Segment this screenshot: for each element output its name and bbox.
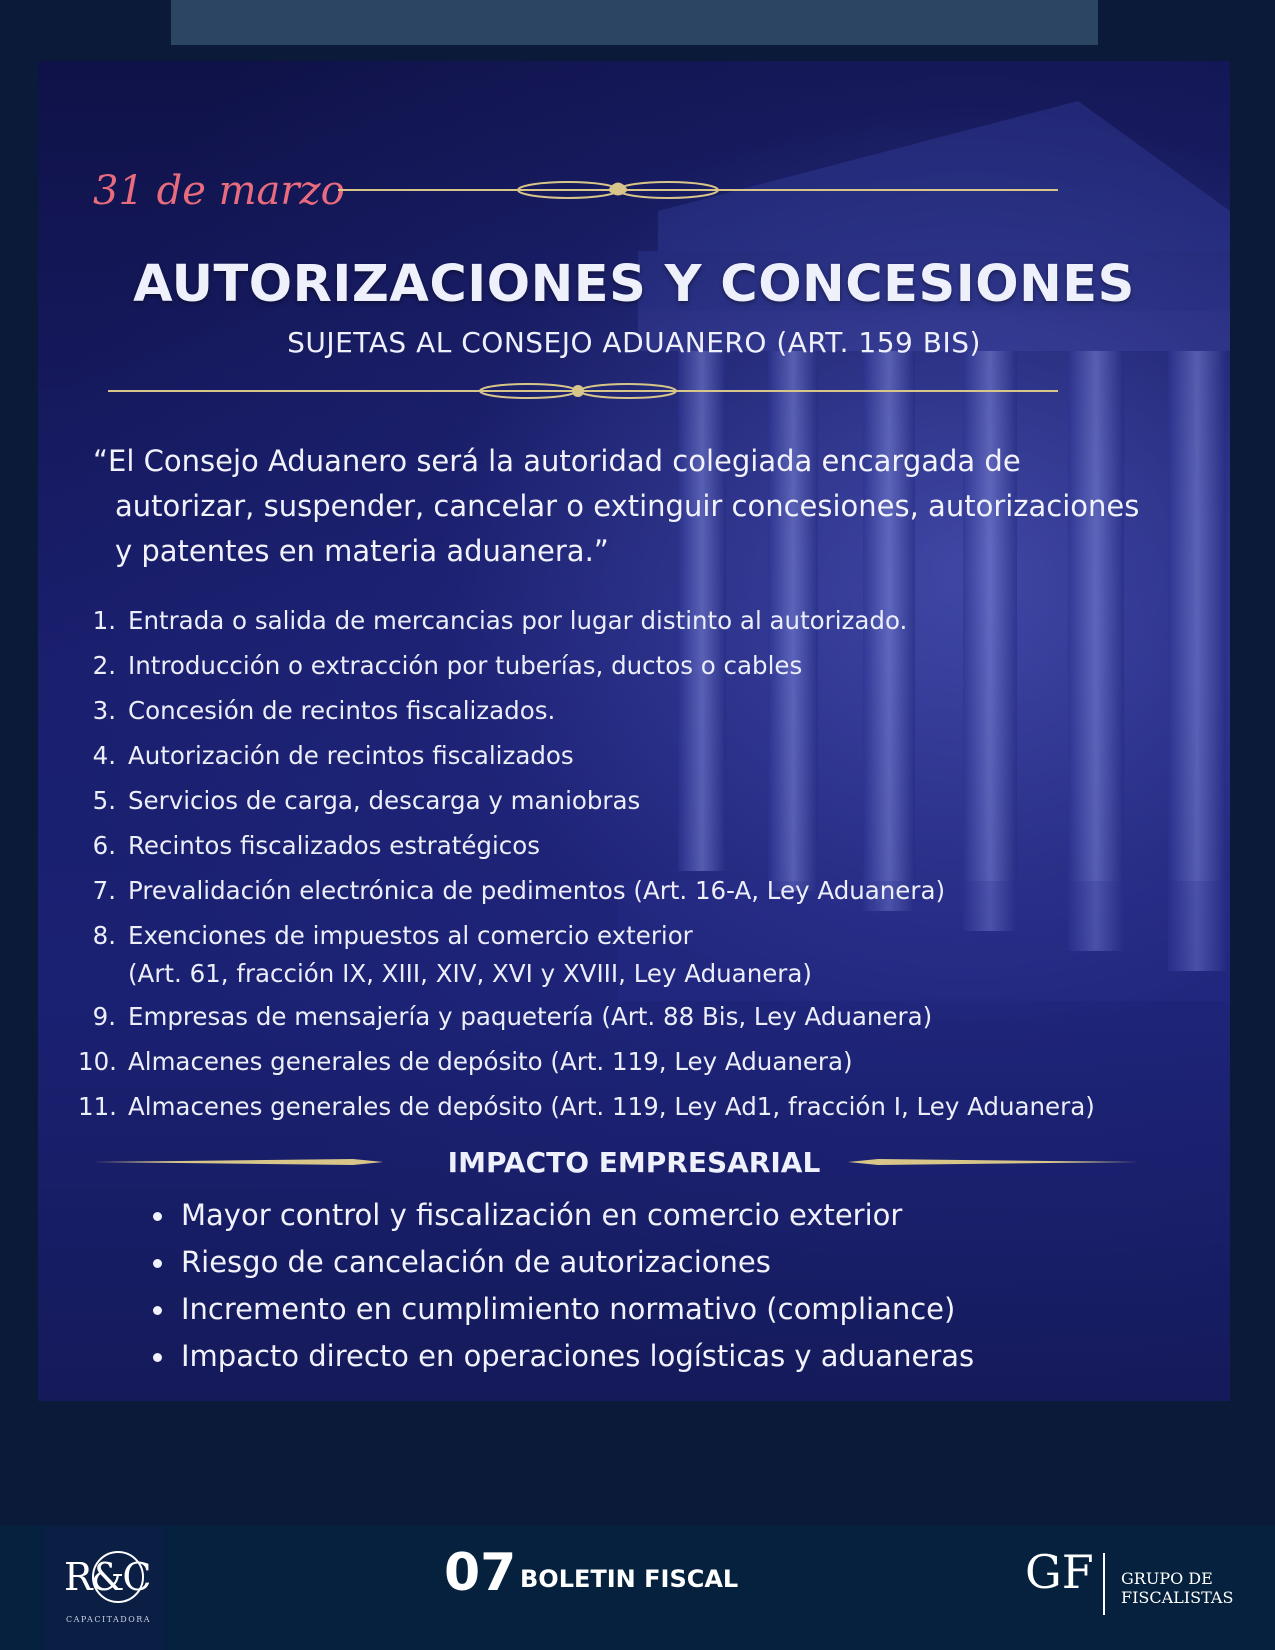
list-item: 5. Servicios de carga, descarga y maniobras [92,786,641,815]
list-item: Incremento en cumplimiento normativo (compliance) [153,1286,974,1333]
poster [38,61,1230,1401]
list-item: 2. Introducción o extracción por tuberías, ductos o cables [92,651,803,680]
authorizations-list [78,598,1218,1129]
rc-logo [44,1525,164,1650]
footer [0,1525,1275,1650]
rc-logo-icon: R&C [64,1555,150,1599]
list-item: 8. Exenciones de impuestos al comercio exterior (Art. 61, fracción IX, XIII, XIV, XVI y XVIII, Ley Aduanera) [78,913,1218,994]
impact-list [153,1192,974,1380]
impact-title: IMPACTO EMPRESARIAL [447,1146,821,1179]
page-title: AUTORIZACIONES Y CONCESIONES [133,255,1135,314]
quote: “El Consejo Aduanero será la autoridad colegiada encargada de autorizar, suspender, cancelar o extinguir concesiones, autorizaciones y patentes en materia aduanera.” [93,444,1140,568]
bulletin-label: BOLETIN FISCAL [520,1565,739,1593]
impact-divider-right-icon [848,1155,1138,1169]
ornament-divider-icon [338,173,1058,203]
date: 31 de marzo [93,168,345,214]
list-item: 11. Almacenes generales de depósito (Art. 119, Ley Ad1, fracción I, Ley Aduanera) [78,1092,1095,1121]
ornament-divider-icon [108,379,1058,403]
list-item: 4. Autorización de recintos fiscalizados [92,741,574,770]
list-item: 9. Empresas de mensajería y paquetería (Art. 88 Bis, Ley Aduanera) [92,1002,933,1031]
logo-divider [1103,1553,1105,1615]
gf-name: GRUPO DE FISCALISTAS [1121,1569,1234,1607]
page-subtitle: SUJETAS AL CONSEJO ADUANERO (ART. 159 BIS) [287,326,981,359]
list-item: 3. Concesión de recintos fiscalizados. [92,696,556,725]
list-item: 1. Entrada o salida de mercancias por lugar distinto al autorizado. [92,606,908,635]
list-item: 7. Prevalidación electrónica de pedimentos (Art. 16-A, Ley Aduanera) [92,876,946,905]
list-item: Impacto directo en operaciones logísticas y aduaneras [153,1333,974,1380]
rc-caption: CAPACITADORA [66,1615,152,1624]
issue-number: 07 [444,1543,517,1603]
list-item: Riesgo de cancelación de autorizaciones [153,1239,974,1286]
list-item: Mayor control y fiscalización en comercio exterior [153,1192,974,1239]
list-item: 10. Almacenes generales de depósito (Art. 119, Ley Aduanera) [78,1047,853,1076]
gf-logo-icon: GF [1025,1545,1094,1599]
top-band [171,0,1098,45]
list-item-detail: (Art. 61, fracción IX, XIII, XIV, XVI y XVIII, Ley Aduanera) [128,959,812,988]
list-item: 6. Recintos fiscalizados estratégicos [92,831,541,860]
